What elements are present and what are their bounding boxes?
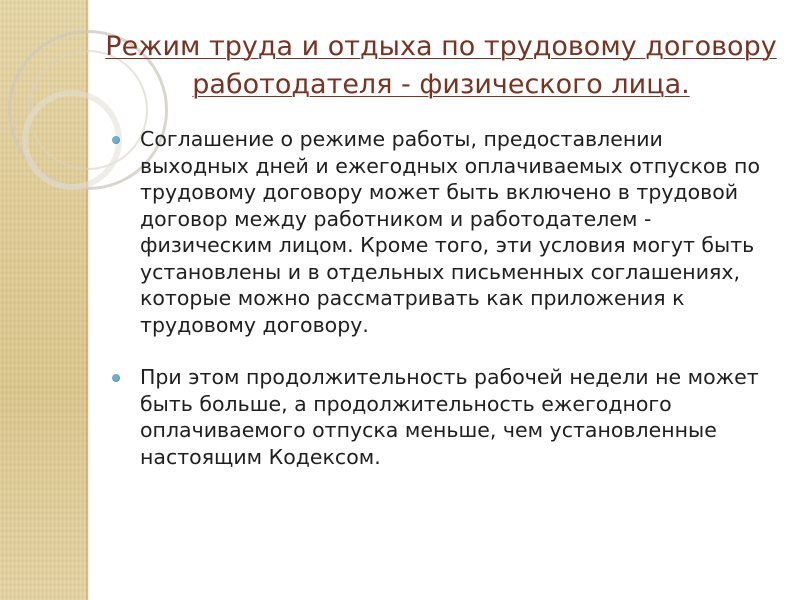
bullet-item	[112, 126, 772, 338]
bullet-list	[112, 126, 772, 470]
bullet-text: Соглашение о режиме работы, предоставлении выходных дней и ежегодных оплачиваемых отпусков по трудовому договору может быть включено в трудовой договор между работником и работодателем - физическим лицом. Кроме того, эти условия могут быть установлены и в отдельных письменных соглашениях, которые можно рассматривать как приложения к трудовому договору.	[140, 127, 760, 337]
bullet-text: При этом продолжительность рабочей недели не может быть больше, а продолжительность ежегодного оплачиваемого отпуска меньше, чем установленные настоящим Кодексом.	[140, 365, 759, 469]
bullet-dot-icon	[112, 374, 120, 382]
slide-title: Режим труда и отдыха по трудовому договору работодателя - физического лица.	[105, 31, 777, 100]
bullet-item	[112, 364, 772, 470]
decorative-ring-small	[22, 90, 122, 190]
bullet-dot-icon	[112, 136, 120, 144]
